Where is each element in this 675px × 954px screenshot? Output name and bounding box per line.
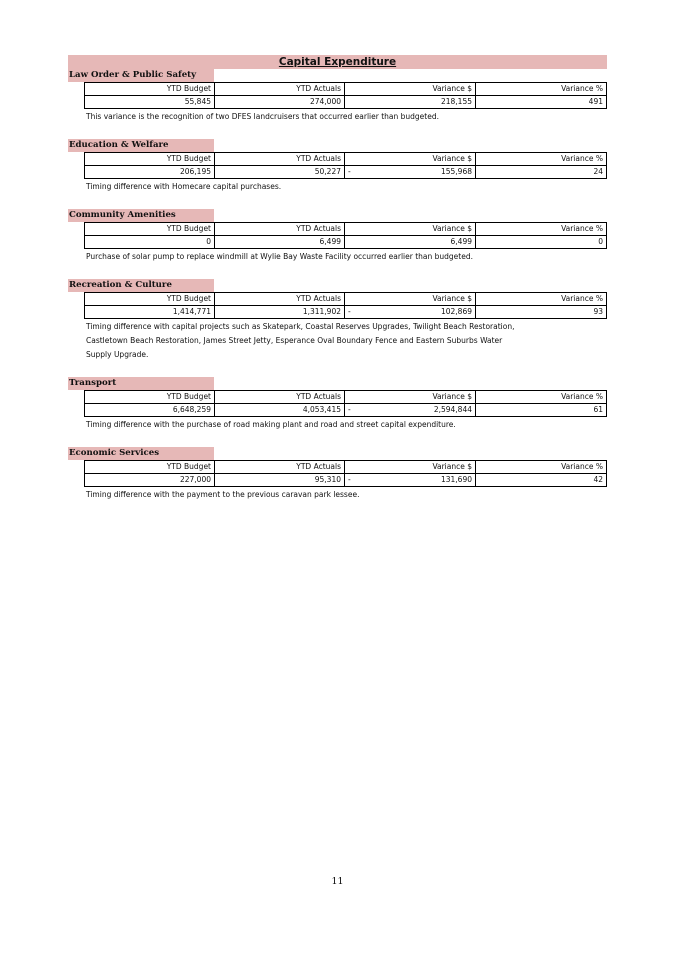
- header-ytd-budget: YTD Budget: [85, 391, 215, 404]
- ytd-actuals-value: 50,227: [215, 166, 345, 179]
- variance-dollar-value: [345, 236, 476, 249]
- section-heading: Community Amenities: [68, 209, 214, 222]
- section-heading: Recreation & Culture: [68, 279, 214, 292]
- variance-pct-value: 24: [476, 166, 607, 179]
- ytd-actuals-value: 274,000: [215, 96, 345, 109]
- header-variance-dollar: Variance $: [345, 293, 476, 306]
- ytd-actuals-value: 4,053,415: [215, 404, 345, 417]
- variance-table: [84, 222, 607, 249]
- ytd-budget-value: 206,195: [85, 166, 215, 179]
- header-variance-pct: Variance %: [476, 293, 607, 306]
- variance-pct-value: 61: [476, 404, 607, 417]
- table-header-row: [85, 293, 607, 306]
- header-ytd-actuals: YTD Actuals: [215, 223, 345, 236]
- header-variance-dollar: Variance $: [345, 223, 476, 236]
- variance-sign: -: [348, 475, 351, 484]
- header-variance-dollar: Variance $: [345, 461, 476, 474]
- header-ytd-actuals: YTD Actuals: [215, 461, 345, 474]
- variance-dollar-value: [345, 306, 476, 319]
- table-row: [85, 474, 607, 487]
- table-header-row: [85, 461, 607, 474]
- header-variance-dollar: Variance $: [345, 83, 476, 96]
- header-ytd-budget: YTD Budget: [85, 461, 215, 474]
- ytd-budget-value: 6,648,259: [85, 404, 215, 417]
- table-header-row: [85, 223, 607, 236]
- variance-pct-value: 93: [476, 306, 607, 319]
- ytd-actuals-value: 95,310: [215, 474, 345, 487]
- variance-pct-value: 491: [476, 96, 607, 109]
- variance-amount: 6,499: [450, 237, 472, 246]
- variance-note: Purchase of solar pump to replace windmill at Wylie Bay Waste Facility occurred earlier than budgeted.: [86, 252, 473, 261]
- variance-amount: 155,968: [440, 167, 472, 176]
- variance-sign: -: [348, 307, 351, 316]
- page-title: Capital Expenditure: [68, 55, 607, 69]
- header-ytd-actuals: YTD Actuals: [215, 83, 345, 96]
- variance-dollar-value: [345, 96, 476, 109]
- variance-note: Timing difference with Homecare capital purchases.: [86, 182, 282, 191]
- variance-amount: 131,690: [440, 475, 472, 484]
- ytd-budget-value: 1,414,771: [85, 306, 215, 319]
- header-ytd-budget: YTD Budget: [85, 153, 215, 166]
- ytd-actuals-value: 6,499: [215, 236, 345, 249]
- section-heading: Law Order & Public Safety: [68, 69, 214, 82]
- note-line: Supply Upgrade.: [86, 350, 149, 359]
- variance-table: [84, 82, 607, 109]
- table-row: [85, 404, 607, 417]
- section-education-welfare: [68, 139, 607, 194]
- header-ytd-actuals: YTD Actuals: [215, 153, 345, 166]
- header-variance-dollar: Variance $: [345, 391, 476, 404]
- note-line: Castletown Beach Restoration, James Street Jetty, Esperance Oval Boundary Fence and Eastern Suburbs Water: [86, 336, 503, 345]
- note-line: Timing difference with capital projects such as Skatepark, Coastal Reserves Upgrades, Twilight Beach Restoration,: [86, 322, 515, 331]
- variance-dollar-value: [345, 166, 476, 179]
- variance-table: [84, 292, 607, 319]
- variance-amount: 218,155: [440, 97, 472, 106]
- header-variance-pct: Variance %: [476, 391, 607, 404]
- header-ytd-budget: YTD Budget: [85, 223, 215, 236]
- ytd-budget-value: 0: [85, 236, 215, 249]
- page-number: 11: [331, 876, 344, 887]
- variance-table: [84, 460, 607, 487]
- header-ytd-actuals: YTD Actuals: [215, 391, 345, 404]
- variance-dollar-value: [345, 404, 476, 417]
- table-row: [85, 166, 607, 179]
- section-economic-services: [68, 447, 607, 502]
- header-variance-dollar: Variance $: [345, 153, 476, 166]
- header-variance-pct: Variance %: [476, 461, 607, 474]
- table-row: [85, 236, 607, 249]
- ytd-budget-value: 227,000: [85, 474, 215, 487]
- variance-note: [86, 320, 566, 362]
- variance-amount: 2,594,844: [433, 405, 472, 414]
- section-transport: [68, 377, 607, 432]
- header-variance-pct: Variance %: [476, 83, 607, 96]
- variance-table: [84, 152, 607, 179]
- header-variance-pct: Variance %: [476, 223, 607, 236]
- variance-table: [84, 390, 607, 417]
- table-header-row: [85, 391, 607, 404]
- variance-note: This variance is the recognition of two DFES landcruisers that occurred earlier than budgeted.: [86, 112, 439, 121]
- variance-sign: -: [348, 167, 351, 176]
- section-heading: Economic Services: [68, 447, 214, 460]
- section-community-amenities: [68, 209, 607, 264]
- section-law-order: [68, 69, 607, 124]
- variance-dollar-value: [345, 474, 476, 487]
- variance-note: Timing difference with the payment to the previous caravan park lessee.: [86, 490, 360, 499]
- table-row: [85, 96, 607, 109]
- variance-pct-value: 0: [476, 236, 607, 249]
- header-ytd-budget: YTD Budget: [85, 83, 215, 96]
- header-variance-pct: Variance %: [476, 153, 607, 166]
- table-header-row: [85, 153, 607, 166]
- variance-note: Timing difference with the purchase of road making plant and road and street capital expenditure.: [86, 420, 456, 429]
- section-recreation-culture: [68, 279, 607, 362]
- ytd-budget-value: 55,845: [85, 96, 215, 109]
- section-heading: Transport: [68, 377, 214, 390]
- ytd-actuals-value: 1,311,902: [215, 306, 345, 319]
- header-ytd-actuals: YTD Actuals: [215, 293, 345, 306]
- table-header-row: [85, 83, 607, 96]
- variance-amount: 102,869: [440, 307, 472, 316]
- table-row: [85, 306, 607, 319]
- variance-pct-value: 42: [476, 474, 607, 487]
- header-ytd-budget: YTD Budget: [85, 293, 215, 306]
- variance-sign: -: [348, 405, 351, 414]
- section-heading: Education & Welfare: [68, 139, 214, 152]
